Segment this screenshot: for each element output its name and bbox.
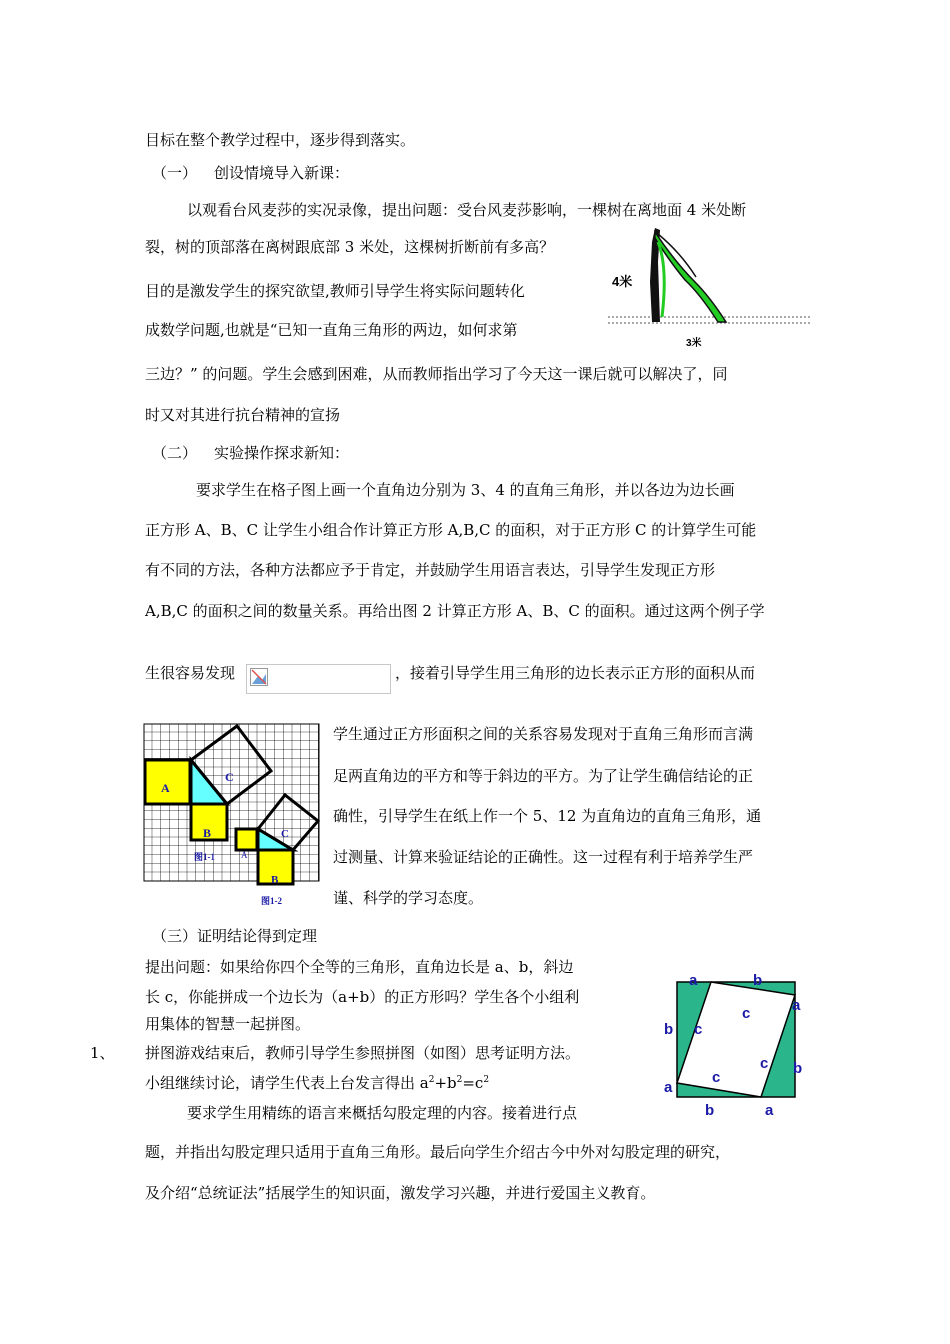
text-line: 谨、科学的学习态度。 [333,889,484,907]
section-heading: 实验操作探求新知： [214,444,350,462]
hyp-label: c [712,1069,721,1086]
broken-image-icon [250,668,268,686]
grid-squares-figure [143,723,328,908]
text-line: 过测量、计算来验证结论的正确性。这一过程有利于培养学生严 [333,848,754,866]
text-line: 以观看台风麦莎的实况录像，提出问题：受台风麦莎影响，一棵树在离地面 4 米处断 [187,201,747,219]
label-b: B [203,826,212,840]
side-label: b [793,1060,803,1077]
text-line: ，接着引导学生用三角形的边长表示正方形的面积从而 [395,664,756,682]
label-b-small: B [271,874,279,886]
hyp-label: c [742,1005,751,1022]
formula-text: 小组继续讨论，请学生代表上台发言得出 a [145,1074,429,1092]
text-line: 长 c，你能拼成一个边长为（a+b）的正方形吗？学生各个小组利 [145,988,580,1006]
text-line: 成数学问题,也就是“已知一直角三角形的两边，如何求第 [145,321,518,339]
section-heading: 创设情境导入新课： [214,164,350,182]
side-label: a [765,1102,774,1119]
formula-text: =c [462,1074,484,1092]
superscript: 2 [483,1075,490,1085]
list-number: 1、 [90,1044,115,1062]
text-line: 及介绍“总统证法”括展学生的知识面，激发学习兴趣，并进行爱国主义教育。 [145,1184,656,1202]
broken-image-placeholder [246,664,391,694]
text-line: A,B,C 的面积之间的数量关系。再给出图 2 计算正方形 A、B、C 的面积。通过这两个例子学 [145,602,765,620]
section-number: （二） [152,444,198,462]
side-label: a [689,972,698,989]
formula-text: +b [434,1074,457,1092]
broken-tree-figure [600,222,820,352]
text-line: 要求学生用精练的语言来概括勾股定理的内容。接着进行点 [187,1104,578,1122]
superscript: 2 [456,1075,463,1085]
label-c: C [225,770,234,784]
text-line: 目标在整个教学过程中，逐步得到落实。 [145,131,416,149]
label-a: A [161,781,170,795]
superscript: 2 [428,1075,435,1085]
text-line: 拼图游戏结束后，教师引导学生参照拼图（如图）思考证明方法。 [145,1044,581,1062]
label-c-small: C [281,828,289,840]
text-line: 足两直角边的平方和等于斜边的平方。为了让学生确信结论的正 [333,767,754,785]
side-label: b [753,972,763,989]
text-line: 学生通过正方形面积之间的关系容易发现对于直角三角形而言满 [333,725,754,743]
hyp-label: c [694,1021,703,1038]
formula-line [145,1070,489,1093]
square-proof-figure [660,970,820,1120]
caption-figure-1-1: 图1-1 [194,852,215,862]
text-line: 生很容易发现 [145,664,236,682]
text-line: 时又对其进行抗台精神的宣扬 [145,406,341,424]
side-label: a [664,1079,673,1096]
side-label: b [705,1102,715,1119]
text-line: 裂，树的顶部落在离树跟底部 3 米处，这棵树折断前有多高？ [145,238,555,256]
text-line: 有不同的方法，各种方法都应予于肯定，并鼓励学生用语言表达，引导学生发现正方形 [145,561,716,579]
side-label: b [664,1021,674,1038]
side-label: a [792,997,801,1014]
text-line: 三边？” 的问题。学生会感到困难，从而教师指出学习了今天这一课后就可以解决了，同 [145,365,728,383]
height-label: 4米 [612,274,633,289]
text-line: 提出问题：如果给你四个全等的三角形，直角边长是 a、b，斜边 [145,958,574,976]
text-line: 确性，引导学生在纸上作一个 5、12 为直角边的直角三角形，通 [333,807,762,825]
text-line: 用集体的智慧一起拼图。 [145,1015,311,1033]
label-a-small: A [241,850,248,860]
distance-label: 3米 [686,338,702,349]
text-line: 目的是激发学生的探究欲望,教师引导学生将实际问题转化 [145,282,525,300]
square-a-small [236,829,257,850]
section-number: （一） [152,164,198,182]
hyp-label: c [760,1055,769,1072]
text-line: 题，并指出勾股定理只适用于直角三角形。最后向学生介绍古今中外对勾股定理的研究， [145,1143,731,1161]
caption-figure-1-2: 图1-2 [261,896,282,906]
text-line: 正方形 A、B、C 让学生小组合作计算正方形 A,B,C 的面积，对于正方形 C 的计算学生可能 [145,521,757,539]
text-line: 要求学生在格子图上画一个直角边分别为 3、4 的直角三角形，并以各边为边长画 [196,481,735,499]
section-heading: （三）证明结论得到定理 [152,927,318,945]
